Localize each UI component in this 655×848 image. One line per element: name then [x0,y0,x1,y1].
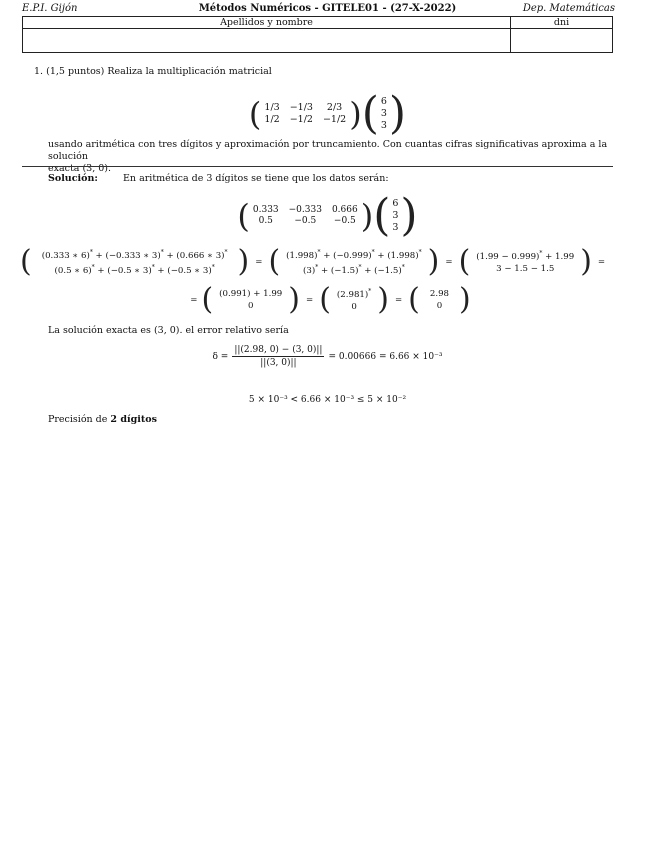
precision-conclusion [48,414,157,425]
step3-row: 3 − 1.5 − 1.5 [496,263,555,274]
matrix-b-cell: 0.666 [331,205,358,215]
matrix-a-cell: −1/3 [289,102,313,113]
computation-line-1 [20,244,605,279]
vector-cell: 3 [392,209,399,221]
section-divider [22,166,613,167]
vector-cell: 3 [392,221,399,233]
name-input-cell[interactable] [23,29,511,53]
step6-row: 0 [436,300,443,311]
header-title: Métodos Numéricos - GITELE01 - (27-X-2022) [198,3,457,14]
delta-numerator: ||(2.98, 0) − (3, 0)|| [234,345,323,355]
delta-rhs: = 0.00666 = 6.66 × 10⁻³ [328,351,443,362]
step1-row: (0.5 ∗ 6)* + (−0.5 ∗ 3)* + (−0.5 ∗ 3)* [54,263,215,276]
step2-row: (3)* + (−1.5)* + (−1.5)* [303,263,405,276]
step1-column: ( (0.333 ∗ 6)* + (−0.333 ∗ 3)* + (0.666 ∗ 3)* (0.5 ∗ 6)* + (−0.5 ∗ 3)* + (−0.5 ∗ 3)* ) [20,244,250,279]
rounded-vector: ( 6 3 3 ) [373,190,418,241]
problem-text-line: exacta (3, 0). [48,163,112,174]
step3-row: (1.99 − 0.999)* + 1.99 [476,250,575,262]
equals-sign: = [255,256,263,267]
student-info-table [22,16,613,53]
problem-text: (1,5 puntos) Realiza la multiplicación matricial [46,66,272,77]
id-input-cell[interactable] [511,29,613,53]
step1-row: (0.333 ∗ 6)* + (−0.333 ∗ 3)* + (0.666 ∗ 3)* [41,248,228,261]
equals-sign: = [306,294,314,305]
step5-column: ( (2.981)* 0 ) [319,282,389,317]
problem-matrix-a: ( 1/3 −1/3 2/3 1/2 −1/2 −1/2 ) [248,94,362,133]
vector-cell: 3 [380,107,387,119]
step2-column: ( (1.998)* + (−0.999)* + (1.998)* (3)* + (−1.5)* + (−1.5)* ) [268,244,440,279]
step4-column: ( (0.991) + 1.99 0 ) [201,282,300,317]
delta-denominator: ||(3, 0)|| [260,358,297,368]
matrix-b-cell: 0.333 [252,205,279,215]
step5-row: 0 [351,301,357,312]
step4-row: (0.991) + 1.99 [219,288,283,299]
matrix-a-cell: −1/2 [322,114,347,125]
matrix-b-cell: −0.333 [288,205,322,215]
equals-sign: = [445,256,453,267]
matrix-b-cell: −0.5 [333,216,356,226]
rounded-matrix-b: ( 0.333 −0.333 0.666 0.5 −0.5 −0.5 ) [237,196,374,235]
delta-fraction [232,345,324,368]
header-department: Dep. Matemáticas [522,3,615,14]
problem-text-continued [48,139,618,175]
step4-row: 0 [247,300,254,311]
name-label-cell: Apellidos y nombre [23,17,511,29]
matrix-b-cell: −0.5 [294,216,317,226]
step5-row: (2.981)* [336,288,372,300]
solution-heading: Solución: [48,173,98,184]
step2-row: (1.998)* + (−0.999)* + (1.998)* [286,248,422,261]
matrix-a-cell: 1/3 [264,102,280,113]
precision-prefix: Precisión de [48,414,108,425]
matrix-a-cell: 1/2 [264,114,280,125]
problem-number: 1. [34,66,44,77]
id-label-cell: dni [511,17,613,29]
computation-line-2 [0,282,655,317]
vector-cell: 3 [380,119,387,131]
solution-label [48,173,98,184]
matrix-b-cell: 0.5 [258,216,273,226]
matrix-a-cell: −1/2 [289,114,313,125]
relative-error-formula [0,345,655,368]
step6-column: ( 2.98 0 ) [408,282,471,317]
problem-statement [34,66,272,77]
matrix-a-cell: 2/3 [326,102,343,113]
equals-sign: = [597,256,606,267]
precision-value: 2 dígitos [110,414,157,425]
equals-sign: = [394,294,403,305]
problem-vector: ( 6 3 3 ) [361,88,407,139]
delta-lhs: δ = [212,351,229,362]
equals-sign: = [190,294,198,305]
step6-row: 2.98 [429,288,450,299]
solution-intro: En aritmética de 3 dígitos se tiene que los datos serán: [123,173,389,184]
exact-solution-text: La solución exacta es (3, 0). el error relativo sería [48,325,289,336]
header-school: E.P.I. Gijón [22,3,78,14]
vector-cell: 6 [392,197,399,209]
rounded-matrix-expression [0,190,655,241]
problem-text-line: usando aritmética con tres dígitos y aproximación por truncamiento. Con cuantas cifras significativas aproxima a la solución [48,139,608,162]
problem-matrix-expression [0,88,655,139]
step3-column: ( (1.99 − 0.999)* + 1.99 3 − 1.5 − 1.5 ) [458,244,592,279]
precision-bound: 5 × 10⁻³ < 6.66 × 10⁻³ ≤ 5 × 10⁻² [248,395,407,405]
vector-cell: 6 [380,95,387,107]
